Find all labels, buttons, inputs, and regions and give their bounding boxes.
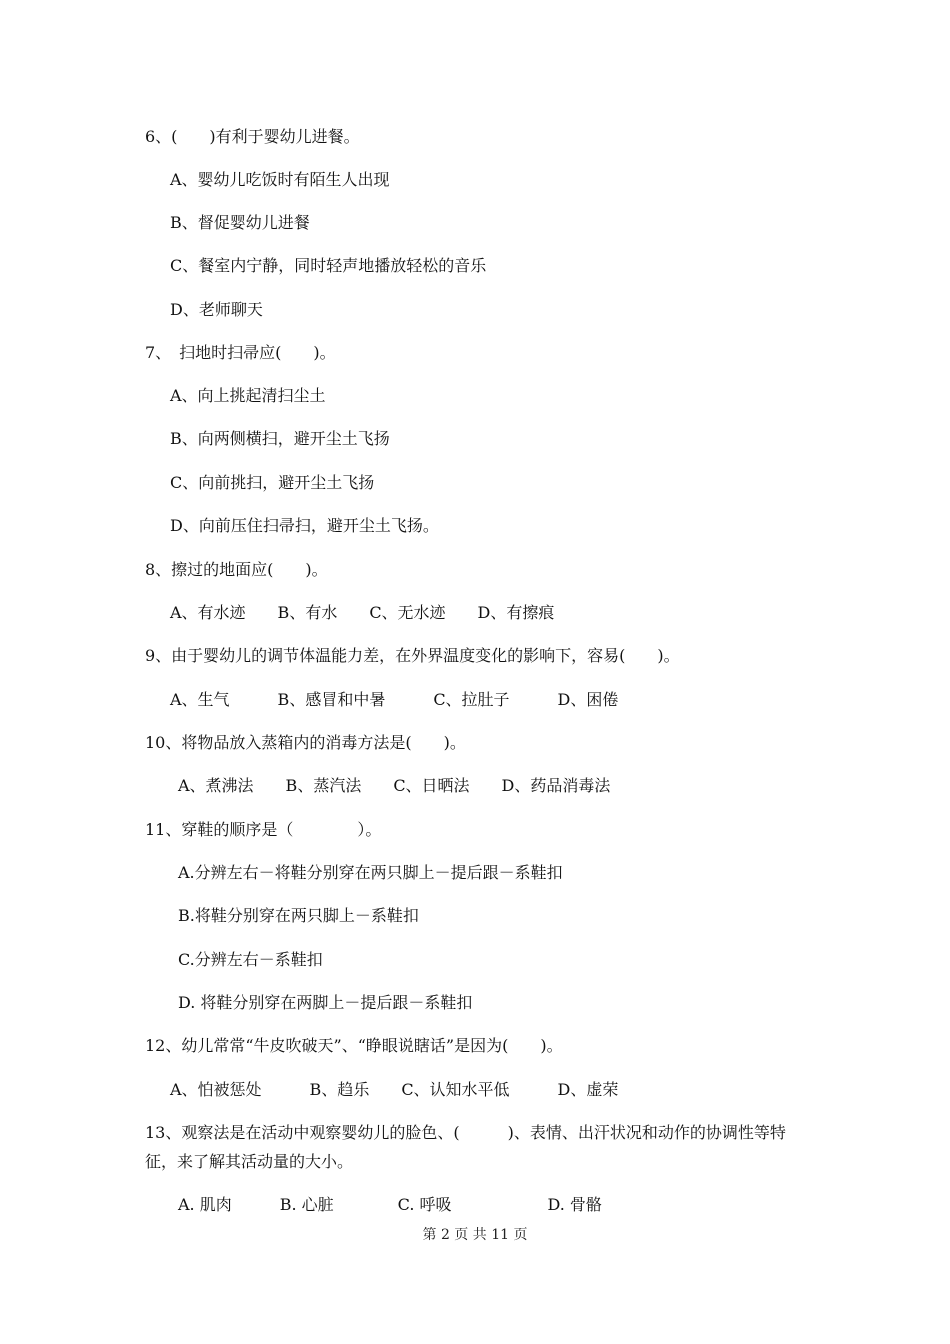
option: C、餐室内宁静，同时轻声地播放轻松的音乐: [170, 256, 487, 275]
option: A、有水迹 B、有水 C、无水迹 D、有擦痕: [170, 603, 555, 622]
question-stem-continued: 征，来了解其活动量的大小。: [145, 1152, 354, 1171]
question-stem: 10、将物品放入蒸箱内的消毒方法是( )。: [145, 733, 466, 752]
option: D、老师聊天: [170, 300, 263, 319]
question-stem: 6、( )有利于婴幼儿进餐。: [145, 127, 360, 146]
option: C、向前挑扫，避开尘土飞扬: [170, 473, 375, 492]
question-stem: 11、穿鞋的顺序是（ ）。: [145, 820, 382, 839]
option: A.分辨左右－将鞋分别穿在两只脚上－提后跟－系鞋扣: [178, 863, 563, 882]
option: B、督促婴幼儿进餐: [170, 213, 310, 232]
option: D. 将鞋分别穿在两脚上－提后跟－系鞋扣: [178, 993, 473, 1012]
option: A、生气 B、感冒和中暑 C、拉肚子 D、困倦: [170, 690, 619, 709]
option: A. 肌肉 B. 心脏 C. 呼吸 D. 骨骼: [178, 1195, 602, 1214]
option: A、煮沸法 B、蒸汽法 C、日晒法 D、药品消毒法: [178, 776, 611, 795]
option: A、婴幼儿吃饭时有陌生人出现: [170, 170, 390, 189]
option: B.将鞋分别穿在两只脚上－系鞋扣: [178, 906, 419, 925]
option: C.分辨左右－系鞋扣: [178, 950, 323, 969]
page-number: 第 2 页 共 11 页: [422, 1227, 528, 1243]
question-stem: 8、擦过的地面应( )。: [145, 560, 328, 579]
option: B、向两侧横扫，避开尘土飞扬: [170, 429, 390, 448]
question-stem: 9、由于婴幼儿的调节体温能力差，在外界温度变化的影响下，容易( )。: [145, 646, 680, 665]
option: A、向上挑起清扫尘土: [170, 386, 326, 405]
question-stem: 13、观察法是在活动中观察婴幼儿的脸色、( )、表情、出汗状况和动作的协调性等特: [145, 1123, 786, 1142]
question-stem: 7、 扫地时扫帚应( )。: [145, 343, 336, 362]
option: A、怕被惩处 B、趋乐 C、认知水平低 D、虚荣: [170, 1080, 619, 1099]
question-stem: 12、幼儿常常“牛皮吹破天”、“睁眼说瞎话”是因为( )。: [145, 1036, 563, 1055]
option: D、向前压住扫帚扫，避开尘土飞扬。: [170, 516, 439, 535]
